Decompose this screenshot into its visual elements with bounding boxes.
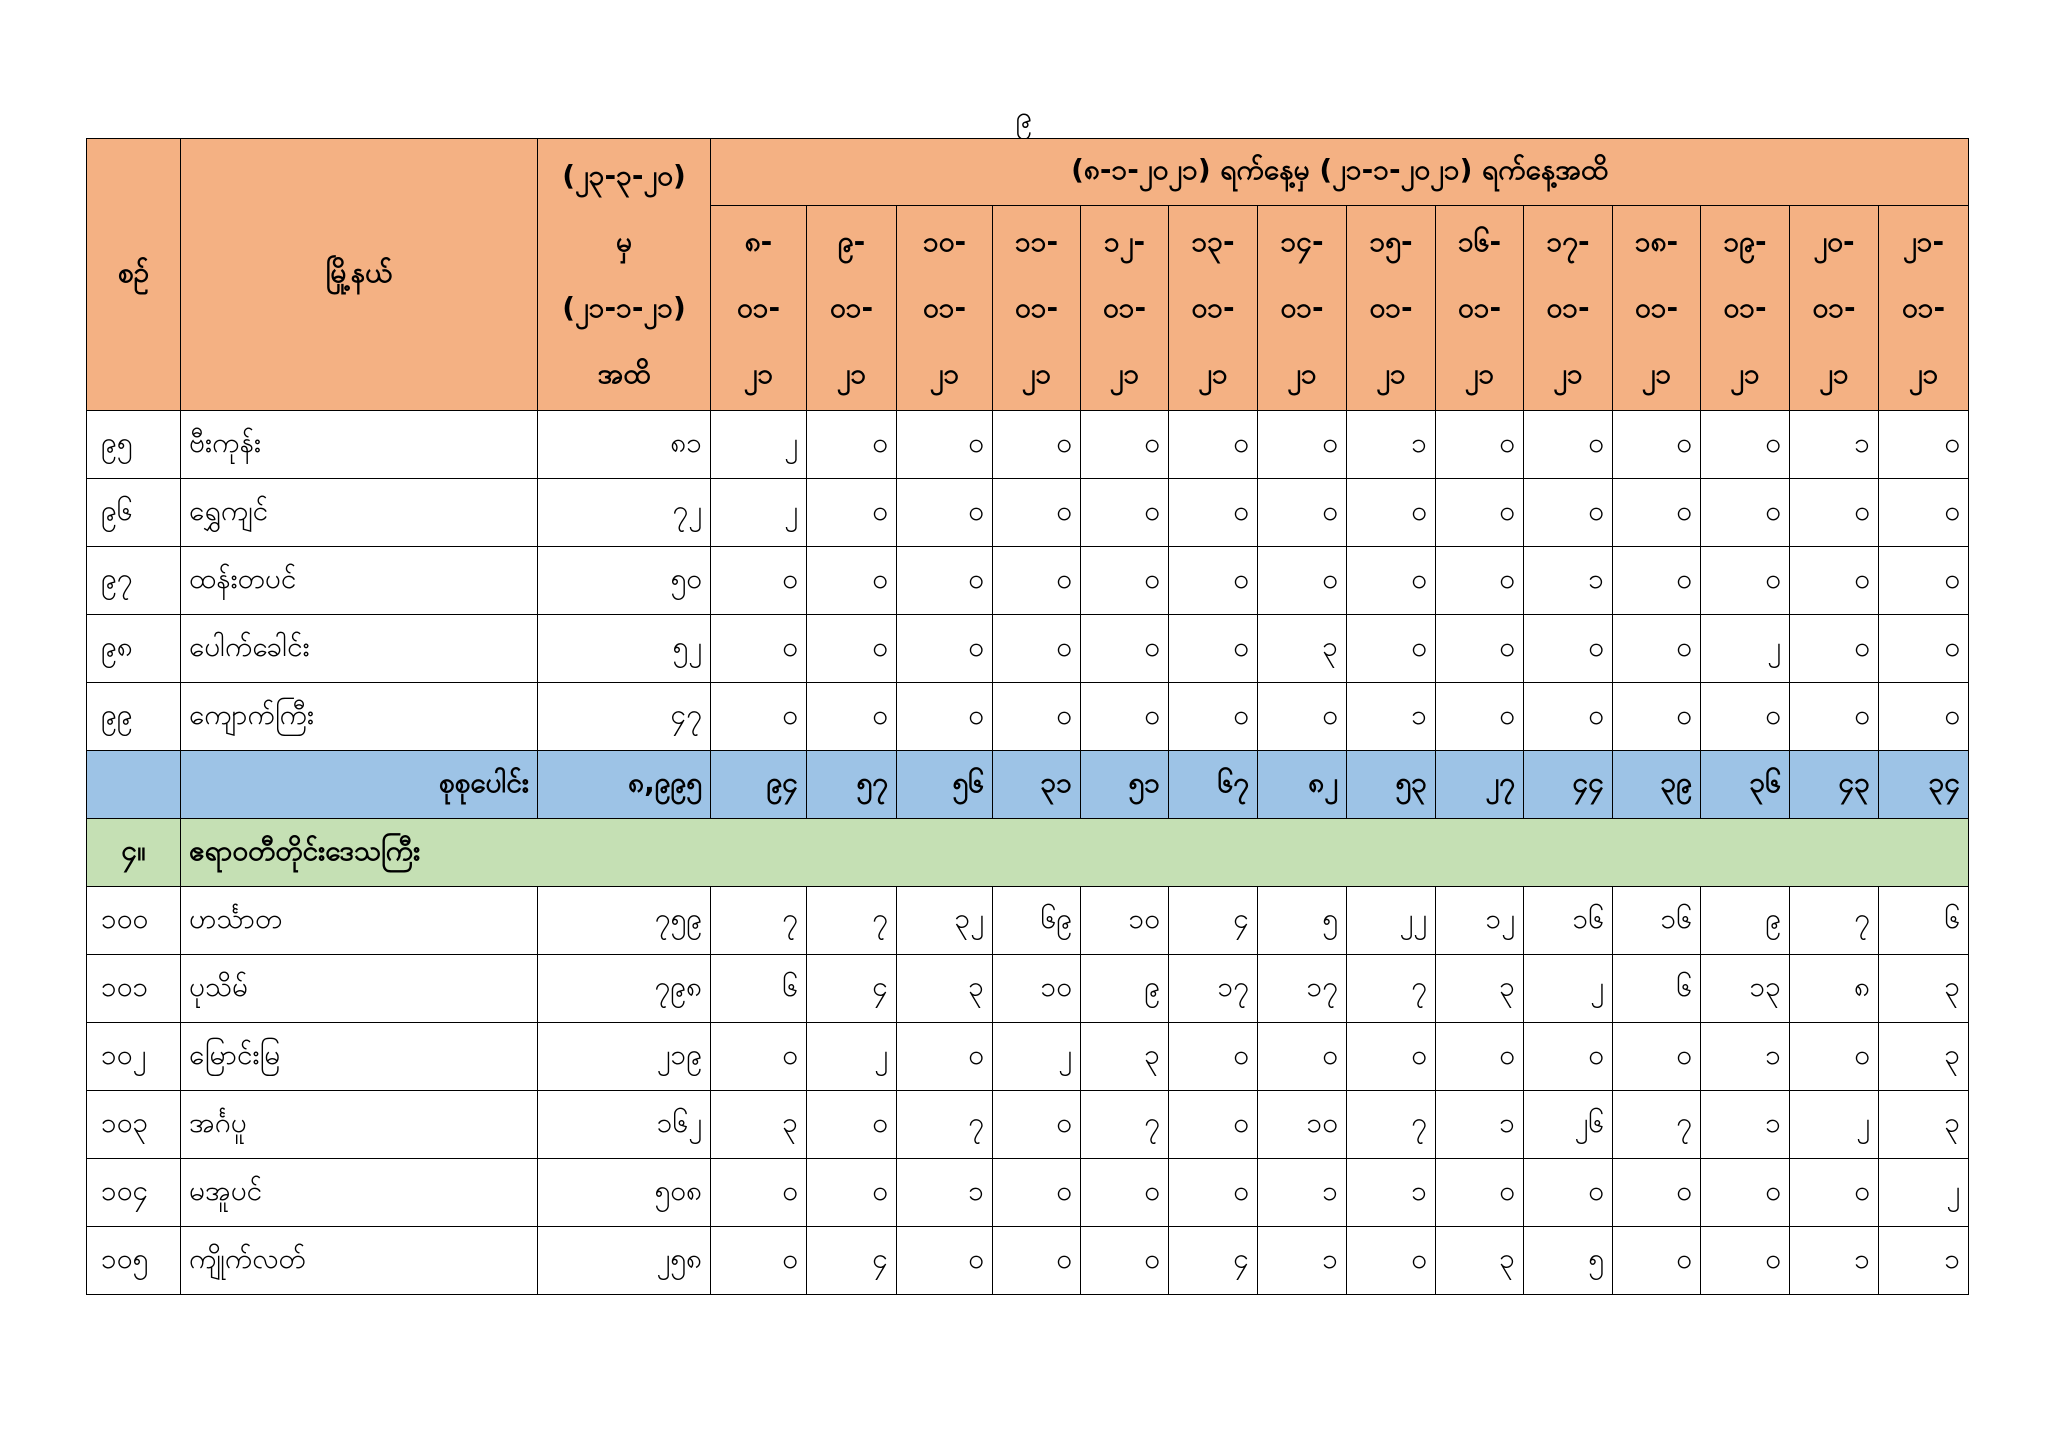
daily-value: ၁ (1524, 547, 1613, 615)
cumulative-total: ၇၂ (538, 479, 711, 547)
daily-value: ၀ (1790, 1159, 1879, 1227)
total-daily-value: ၅၇ (807, 751, 897, 819)
header-date-line: ၂၁- (1903, 225, 1945, 258)
header-date-line: ၂၁ (1198, 357, 1228, 390)
daily-value: ၀ (1347, 1227, 1436, 1295)
daily-value: ၇ (897, 1091, 993, 1159)
daily-value: ၃၂ (897, 887, 993, 955)
township-case-table (86, 138, 1969, 1295)
row-number: ၁၀၄ (87, 1159, 181, 1227)
daily-value: ၀ (1081, 1159, 1169, 1227)
daily-value: ၀ (1169, 547, 1258, 615)
header-date (1258, 206, 1347, 411)
header-cumulative (538, 139, 711, 411)
daily-value: ၀ (1701, 479, 1790, 547)
daily-value: ၂ (1524, 955, 1613, 1023)
daily-value: ၀ (1436, 1159, 1524, 1227)
header-date-line: ၂၁ (929, 357, 960, 390)
daily-value: ၀ (807, 479, 897, 547)
daily-value: ၄ (1169, 1227, 1258, 1295)
cumulative-total: ၄၇ (538, 683, 711, 751)
daily-value: ၀ (1879, 615, 1969, 683)
daily-value: ၀ (1258, 1023, 1347, 1091)
daily-value: ၁၀ (993, 955, 1081, 1023)
header-date (1879, 206, 1969, 411)
daily-value: ၀ (1613, 683, 1701, 751)
header-date (1524, 206, 1613, 411)
header-date-line: ၀၁- (1369, 291, 1413, 324)
daily-value: ၀ (1347, 479, 1436, 547)
township-name: ဗီးကုန်း (181, 411, 538, 479)
daily-value: ၂ (711, 411, 807, 479)
daily-value: ၀ (1701, 1159, 1790, 1227)
daily-value: ၀ (1524, 411, 1613, 479)
section-title: ဧရာဝတီတိုင်းဒေသကြီး (181, 819, 1969, 887)
daily-value: ၁၂ (1436, 887, 1524, 955)
table-row (87, 1227, 1969, 1295)
daily-value: ၀ (1169, 615, 1258, 683)
daily-value: ၀ (1790, 683, 1879, 751)
daily-value: ၁ (1258, 1159, 1347, 1227)
daily-value: ၀ (1613, 615, 1701, 683)
header-date-line: ၀၁- (1102, 291, 1147, 324)
header-cumulative-line: (၂၁-၁-၂၁) (562, 290, 686, 324)
daily-value: ၇ (1790, 887, 1879, 955)
header-date-line: ၀၁- (1457, 291, 1502, 324)
header-date-line: ၂၀- (1813, 225, 1855, 258)
header-date (1436, 206, 1524, 411)
township-name: ဟင်္သာတ (181, 887, 538, 955)
daily-value: ၀ (897, 1023, 993, 1091)
total-daily-value: ၂၇ (1436, 751, 1524, 819)
daily-value: ၀ (1258, 547, 1347, 615)
daily-value: ၀ (807, 1091, 897, 1159)
table-row (87, 479, 1969, 547)
row-number: ၁၀၃ (87, 1091, 181, 1159)
daily-value: ၀ (1081, 547, 1169, 615)
header-period-title: (၈-၁-၂၀၂၁) ရက်နေ့မှ (၂၁-၁-၂၀၂၁) ရက်နေ့အထိ (711, 139, 1969, 206)
cumulative-total: ၂၅၈ (538, 1227, 711, 1295)
daily-value: ၃ (897, 955, 993, 1023)
township-name: ကျိုက်လတ် (181, 1227, 538, 1295)
header-date (711, 206, 807, 411)
header-date-line: ၂၁ (1464, 357, 1495, 390)
daily-value: ၀ (1347, 615, 1436, 683)
daily-value: ၀ (1081, 615, 1169, 683)
table-row (87, 1023, 1969, 1091)
daily-value: ၆ (711, 955, 807, 1023)
daily-value: ၀ (807, 615, 897, 683)
daily-value: ၁ (1790, 411, 1879, 479)
header-date-line: ၂၁ (1109, 357, 1140, 390)
row-number: ၉၆ (87, 479, 181, 547)
daily-value: ၂၂ (1347, 887, 1436, 955)
header-date-line: ၁၇- (1546, 225, 1590, 258)
cumulative-total: ၈၁ (538, 411, 711, 479)
header-date-line: ၂၁ (1819, 357, 1849, 390)
header-date-line: ၂၁ (1553, 357, 1583, 390)
daily-value: ၀ (993, 479, 1081, 547)
daily-value: ၀ (1790, 479, 1879, 547)
header-date (1613, 206, 1701, 411)
daily-value: ၁၇ (1169, 955, 1258, 1023)
table-row (87, 547, 1969, 615)
daily-value: ၀ (993, 615, 1081, 683)
daily-value: ၀ (1524, 615, 1613, 683)
daily-value: ၄ (1169, 887, 1258, 955)
header-date (1081, 206, 1169, 411)
header-date-line: ၀၁- (1634, 291, 1679, 324)
row-number: ၉၉ (87, 683, 181, 751)
daily-value: ၁ (897, 1159, 993, 1227)
header-date-line: ၁၈- (1634, 225, 1679, 258)
daily-value: ၀ (1169, 479, 1258, 547)
daily-value: ၀ (1613, 547, 1701, 615)
header-date-line: ၂၁ (1376, 357, 1406, 390)
daily-value: ၀ (1790, 547, 1879, 615)
daily-value: ၇ (1347, 1091, 1436, 1159)
daily-value: ၄ (807, 955, 897, 1023)
daily-value: ၀ (1436, 615, 1524, 683)
header-date (1169, 206, 1258, 411)
daily-value: ၃ (1436, 1227, 1524, 1295)
header-date-line: ၁၄- (1280, 225, 1324, 258)
header-date (807, 206, 897, 411)
header-no: စဉ် (87, 139, 181, 411)
section-number: ၄။ (87, 819, 181, 887)
daily-value: ၀ (1436, 683, 1524, 751)
daily-value: ၀ (1524, 1023, 1613, 1091)
header-date-line: ၂၁ (1021, 357, 1052, 390)
header-date-line: ၁၉- (1723, 225, 1767, 258)
daily-value: ၁ (1347, 411, 1436, 479)
header-date (1790, 206, 1879, 411)
total-daily-value: ၃၆ (1701, 751, 1790, 819)
row-number: ၉၈ (87, 615, 181, 683)
header-date-line: ၀၁- (1280, 291, 1324, 324)
daily-value: ၁၆ (1524, 887, 1613, 955)
total-daily-value: ၄၄ (1524, 751, 1613, 819)
header-date-line: ၀၁- (1191, 291, 1235, 324)
header-date-line: ၁၃- (1191, 225, 1235, 258)
daily-value: ၀ (1347, 1023, 1436, 1091)
total-daily-value: ၃၄ (1879, 751, 1969, 819)
daily-value: ၀ (1258, 411, 1347, 479)
header-date-line: ၂၁ (1641, 357, 1672, 390)
daily-value: ၀ (711, 1227, 807, 1295)
daily-value: ၁၆ (1613, 887, 1701, 955)
daily-value: ၃ (1258, 615, 1347, 683)
daily-value: ၃ (1436, 955, 1524, 1023)
daily-value: ၀ (1524, 1159, 1613, 1227)
daily-value: ၀ (1436, 547, 1524, 615)
daily-value: ၁၀ (1081, 887, 1169, 955)
daily-value: ၀ (897, 615, 993, 683)
daily-value: ၀ (807, 683, 897, 751)
daily-value: ၂ (1790, 1091, 1879, 1159)
header-date-line: ၁၅- (1369, 225, 1413, 258)
header-cumulative-line: အထိ (597, 356, 651, 390)
table-row (87, 683, 1969, 751)
header-date-line: ၂၁ (743, 357, 774, 390)
row-number: ၁၀၂ (87, 1023, 181, 1091)
total-blank (87, 751, 181, 819)
daily-value: ၀ (897, 411, 993, 479)
header-date (1701, 206, 1790, 411)
daily-value: ၉ (1081, 955, 1169, 1023)
daily-value: ၃ (1879, 955, 1969, 1023)
daily-value: ၀ (1701, 547, 1790, 615)
township-name: ပေါက်ခေါင်း (181, 615, 538, 683)
daily-value: ၀ (711, 547, 807, 615)
header-date-line: ၁၆- (1457, 225, 1502, 258)
daily-value: ၀ (807, 1159, 897, 1227)
total-daily-value: ၃၁ (993, 751, 1081, 819)
daily-value: ၀ (1701, 1227, 1790, 1295)
total-daily-value: ၅၃ (1347, 751, 1436, 819)
daily-value: ၃ (711, 1091, 807, 1159)
header-date-line: ၀၁- (922, 291, 967, 324)
daily-value: ၀ (1081, 479, 1169, 547)
daily-value: ၀ (1701, 411, 1790, 479)
daily-value: ၁ (1701, 1023, 1790, 1091)
daily-value: ၀ (711, 683, 807, 751)
daily-value: ၀ (993, 1159, 1081, 1227)
daily-value: ၆ (1613, 955, 1701, 1023)
daily-value: ၆၉ (993, 887, 1081, 955)
header-date (897, 206, 993, 411)
daily-value: ၇ (807, 887, 897, 955)
daily-value: ၀ (1613, 1227, 1701, 1295)
table-row (87, 411, 1969, 479)
daily-value: ၈ (1790, 955, 1879, 1023)
daily-value: ၀ (993, 683, 1081, 751)
header-date (1347, 206, 1436, 411)
daily-value: ၀ (1524, 683, 1613, 751)
daily-value: ၁၇ (1258, 955, 1347, 1023)
township-name: အင်္ဂပူ (181, 1091, 538, 1159)
daily-value: ၂ (1701, 615, 1790, 683)
cumulative-total: ၅၂ (538, 615, 711, 683)
header-date-line: ၀၁- (1546, 291, 1590, 324)
daily-value: ၇ (1081, 1091, 1169, 1159)
daily-value: ၅ (1524, 1227, 1613, 1295)
table-row (87, 1091, 1969, 1159)
daily-value: ၃ (1081, 1023, 1169, 1091)
cumulative-total: ၇၅၉ (538, 887, 711, 955)
daily-value: ၂ (1879, 1159, 1969, 1227)
township-name: ကျောက်ကြီး (181, 683, 538, 751)
total-daily-value: ၅၁ (1081, 751, 1169, 819)
daily-value: ၀ (807, 547, 897, 615)
daily-value: ၇ (711, 887, 807, 955)
daily-value: ၀ (1613, 1023, 1701, 1091)
daily-value: ၆ (1879, 887, 1969, 955)
daily-value: ၅ (1258, 887, 1347, 955)
table-row (87, 615, 1969, 683)
daily-value: ၀ (897, 479, 993, 547)
daily-value: ၀ (1879, 683, 1969, 751)
township-name: ပုသိမ် (181, 955, 538, 1023)
daily-value: ၀ (1879, 479, 1969, 547)
daily-value: ၀ (1436, 1023, 1524, 1091)
total-daily-value: ၆၇ (1169, 751, 1258, 819)
total-row (87, 751, 1969, 819)
daily-value: ၀ (1436, 479, 1524, 547)
header-date (993, 206, 1081, 411)
daily-value: ၂၆ (1524, 1091, 1613, 1159)
header-date-line: ၀၁- (1812, 291, 1856, 324)
daily-value: ၁၃ (1701, 955, 1790, 1023)
page-number: ၉ (1015, 100, 1033, 135)
header-date-line: ၀၁- (736, 291, 781, 324)
header-date-line: ၀၁- (1014, 291, 1059, 324)
daily-value: ၀ (1258, 479, 1347, 547)
header-date-line: ၁၂- (1103, 225, 1146, 258)
table-row (87, 1159, 1969, 1227)
daily-value: ၁ (1879, 1227, 1969, 1295)
daily-value: ၀ (897, 547, 993, 615)
total-label: စုစုပေါင်း (181, 751, 538, 819)
daily-value: ၀ (1347, 547, 1436, 615)
daily-value: ၁ (1436, 1091, 1524, 1159)
table-row (87, 955, 1969, 1023)
header-date-line: ၂၁ (1730, 357, 1760, 390)
daily-value: ၀ (1169, 683, 1258, 751)
row-number: ၁၀၅ (87, 1227, 181, 1295)
header-date-line: ၀၁- (1902, 291, 1946, 324)
header-township: မြို့နယ် (181, 139, 538, 411)
cumulative-total: ၅၀၈ (538, 1159, 711, 1227)
daily-value: ၁၀ (1258, 1091, 1347, 1159)
daily-value: ၄ (807, 1227, 897, 1295)
total-daily-value: ၃၉ (1613, 751, 1701, 819)
header-date-line: ၀၁- (829, 291, 874, 324)
daily-value: ၀ (1436, 411, 1524, 479)
daily-value: ၀ (1613, 1159, 1701, 1227)
daily-value: ၀ (897, 1227, 993, 1295)
daily-value: ၀ (1701, 683, 1790, 751)
daily-value: ၀ (1169, 1091, 1258, 1159)
daily-value: ၀ (1879, 411, 1969, 479)
daily-value: ၀ (1169, 1023, 1258, 1091)
daily-value: ၂ (711, 479, 807, 547)
daily-value: ၁ (1790, 1227, 1879, 1295)
daily-value: ၀ (711, 1023, 807, 1091)
daily-value: ၂ (993, 1023, 1081, 1091)
daily-value: ၀ (1613, 411, 1701, 479)
header-cumulative-line: မှ (616, 224, 632, 258)
daily-value: ၃ (1879, 1091, 1969, 1159)
township-name: ထန်းတပင် (181, 547, 538, 615)
daily-value: ၀ (897, 683, 993, 751)
daily-value: ၁ (1347, 683, 1436, 751)
cumulative-total: ၁၆၂ (538, 1091, 711, 1159)
township-name: ရွှေကျင် (181, 479, 538, 547)
daily-value: ၀ (1790, 615, 1879, 683)
daily-value: ၁ (1347, 1159, 1436, 1227)
daily-value: ၉ (1701, 887, 1790, 955)
daily-value: ၂ (807, 1023, 897, 1091)
total-daily-value: ၈၂ (1258, 751, 1347, 819)
daily-value: ၀ (711, 615, 807, 683)
daily-value: ၀ (711, 1159, 807, 1227)
header-date-line: ၀၁- (1723, 291, 1767, 324)
total-cumulative: ၈,၉၉၅ (538, 751, 711, 819)
daily-value: ၀ (1081, 683, 1169, 751)
daily-value: ၀ (1790, 1023, 1879, 1091)
header-date-line: ၂၁ (836, 357, 867, 390)
header-date-line: ၁၁- (1014, 225, 1059, 258)
header-date-line: ၁၀- (922, 225, 967, 258)
daily-value: ၀ (1169, 1159, 1258, 1227)
header-date-line: ၂၁ (1908, 357, 1939, 390)
total-daily-value: ၅၆ (897, 751, 993, 819)
row-number: ၉၅ (87, 411, 181, 479)
cumulative-total: ၅၀ (538, 547, 711, 615)
row-number: ၁၀၁ (87, 955, 181, 1023)
cumulative-total: ၇၉၈ (538, 955, 711, 1023)
table-row (87, 887, 1969, 955)
header-cumulative-line: (၂၃-၃-၂၀) (562, 158, 686, 192)
header-date-line: ၂၁ (1287, 357, 1317, 390)
daily-value: ၀ (993, 411, 1081, 479)
header-row-top (87, 139, 1969, 206)
row-number: ၉၇ (87, 547, 181, 615)
daily-value: ၀ (993, 1091, 1081, 1159)
township-name: မြောင်းမြ (181, 1023, 538, 1091)
total-daily-value: ၄၃ (1790, 751, 1879, 819)
daily-value: ၀ (1169, 411, 1258, 479)
daily-value: ၃ (1879, 1023, 1969, 1091)
daily-value: ၀ (1258, 683, 1347, 751)
daily-value: ၀ (1524, 479, 1613, 547)
daily-value: ၀ (1613, 479, 1701, 547)
daily-value: ၁ (1258, 1227, 1347, 1295)
daily-value: ၇ (1613, 1091, 1701, 1159)
row-number: ၁၀၀ (87, 887, 181, 955)
daily-value: ၁ (1701, 1091, 1790, 1159)
daily-value: ၀ (807, 411, 897, 479)
daily-value: ၀ (993, 547, 1081, 615)
daily-value: ၀ (1081, 1227, 1169, 1295)
daily-value: ၀ (993, 1227, 1081, 1295)
daily-value: ၀ (1081, 411, 1169, 479)
daily-value: ၇ (1347, 955, 1436, 1023)
total-daily-value: ၉၄ (711, 751, 807, 819)
header-date-line: ၈- (744, 225, 773, 258)
header-date-line: ၉- (837, 225, 866, 258)
township-name: မအူပင် (181, 1159, 538, 1227)
section-row (87, 819, 1969, 887)
daily-value: ၀ (1879, 547, 1969, 615)
cumulative-total: ၂၁၉ (538, 1023, 711, 1091)
